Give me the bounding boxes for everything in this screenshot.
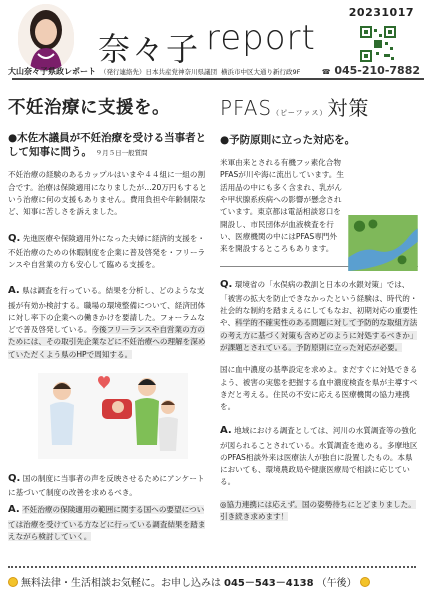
left-answer-2 xyxy=(8,502,208,543)
left-question-2 xyxy=(8,471,208,499)
river-illustration-icon xyxy=(348,215,418,271)
qr-code-icon[interactable] xyxy=(360,26,396,62)
right-heading-a: PFAS xyxy=(220,96,273,120)
right-heading-small: （ピーファス） xyxy=(272,109,328,117)
right-heading-b: 対策 xyxy=(327,96,370,120)
q-marker-right: Q. xyxy=(220,278,233,290)
sunflower-icon xyxy=(8,577,18,587)
issuer-info xyxy=(8,64,420,77)
issue-date: 20231017 xyxy=(348,6,414,19)
author-portrait-icon xyxy=(18,4,74,70)
footer-line xyxy=(8,574,416,589)
issuer-address: 横浜市中区大通り新行政9F xyxy=(221,68,301,76)
masthead-divider xyxy=(12,78,424,80)
issuer-tel xyxy=(322,64,420,77)
left-answer-1 xyxy=(8,283,208,361)
left-subhead-date: ９月５日一般質問 xyxy=(95,149,148,158)
issuer-name: 大山奈々子県政レポート xyxy=(8,67,96,76)
right-subhead: ●予防原則に立った対応を。 xyxy=(220,134,356,146)
title-name: 奈々子 xyxy=(98,30,201,68)
sunflower-icon-right xyxy=(360,577,370,587)
left-a1-text-a: 県は調査を行っている。結果を分析し、どのような支援が有効か検討する。職場の環境整備について、経済団体に対し率下の企業への働きかけを要請した。フォーラムなどで普及啓発している。 xyxy=(8,286,206,335)
q-marker-2: Q. xyxy=(8,472,21,484)
issuer-tel-number: 045-210-7882 xyxy=(334,64,420,77)
footer-tel[interactable]: 045－543－4138 xyxy=(224,578,314,589)
right-answer-1 xyxy=(220,423,418,488)
left-subhead xyxy=(8,131,208,159)
left-q2-text: 国の制度に当事者の声を反映させるためにアンケートに基づいて制度の改善を求めるべき。 xyxy=(8,473,205,498)
left-heading: 不妊治療に支援を。 xyxy=(8,98,170,118)
left-column xyxy=(8,94,208,543)
title-report: report xyxy=(206,18,316,58)
family-illustration xyxy=(8,369,208,459)
footer-dotted-rule xyxy=(8,566,416,568)
right-a1-text: 地域における調査としては、河川の水質調査等の強化が図られることされている。水質調査を進める。多摩地区のPFAS相談外来は医療法人が独自に設置したもの。本県においても、環境農政局や健康医療局で相談に応じている。 xyxy=(220,426,418,487)
footer xyxy=(8,566,416,596)
right-intro-text: 米軍由来とされる有機フッ素化合物PFASが川や海に流出しています。生活用品の中にも多く含まれ、乳がんや甲状腺系疾病への影響が懸念されています。東京都は電話相談窓口を開設し、市民団体が血液検査を行い、医療機関の中にはPFAS専門外来を開設するところもあります。 xyxy=(220,158,344,254)
a-marker-2: A. xyxy=(8,504,20,516)
right-closing-text: ◎協力連携には応えず。国の姿勢待ちにとどまりました。引き続き求めます！ xyxy=(220,499,416,522)
left-a2-text: 不妊治療の保険適用の範囲に関する国への要望については治療を受けている方などに行っている調査結果を踏まえながら検討していく。 xyxy=(8,505,206,541)
right-paragraph-2: 国に血中濃度の基準設定を求めよ。まだすぐに対処できるよう、被害の実態を把握する血中濃度検査を県が主導すべきだと考える。住民の不安に応える医療機関の協力連携を。 xyxy=(220,365,418,412)
right-heading xyxy=(220,92,418,121)
footer-text-b: （午後） xyxy=(316,578,357,589)
left-subhead-text: ●木佐木議員が不妊治療を受ける当事者として知事に問う。 xyxy=(8,132,207,159)
left-q1-text: 先進医療や保険適用外になった夫婦に経済的支援を・不妊治療のための休暇制度を企業に普及啓発を・フリーランスや自営業の方も安心して臨める支援を。 xyxy=(8,233,206,270)
family-illustration-icon xyxy=(8,369,208,459)
right-q1-text-b: 科学的不確実性のある問題に対して予防的な取組方法の考え方に基づく対策も含めどのように対処するべきか」が課題とされている。予防原則 xyxy=(220,318,418,352)
left-a1-text-b: 今後フリーランスや自営業の方のためには、その取引先企業などに不妊治療への理解を深めていただくよう県のHPで周知する。 xyxy=(8,325,206,359)
footer-text-a: 無料法律・生活相談お気軽に。お申し込みは xyxy=(21,578,221,589)
right-closing xyxy=(220,499,418,524)
left-intro-paragraph: 不妊治療の経験のあるカップルはいまや４４組に一組の割合です。治療は保険適用になりましたが…20万円もするという治療に何の支援もありません。費用負担や年齢制限など、知事に苦しさを訴えました。 xyxy=(8,170,207,217)
right-column xyxy=(220,94,418,523)
right-q1-text-a: 環境省の「水俣病の教訓と日本の水銀対策」では、「被害の拡大を防止できなかったという経験は、時代的・社会的な制約を踏まえるにしてもなお、初期対応の重要性や、 xyxy=(220,279,418,328)
phone-icon: ☎ xyxy=(321,68,331,76)
author-photo xyxy=(18,4,74,70)
right-intro-paragraph xyxy=(220,157,418,255)
issuer-detail: （発行連絡先）日本共産党神奈川県議団 xyxy=(100,68,217,76)
a-marker-right: A. xyxy=(220,425,232,437)
masthead xyxy=(6,2,418,94)
a-marker: A. xyxy=(8,285,20,297)
q-marker: Q. xyxy=(8,232,21,244)
right-question-1 xyxy=(220,277,418,355)
right-q1-text-c: に立った対応が必要。 xyxy=(326,342,403,352)
left-question-1 xyxy=(8,231,208,272)
